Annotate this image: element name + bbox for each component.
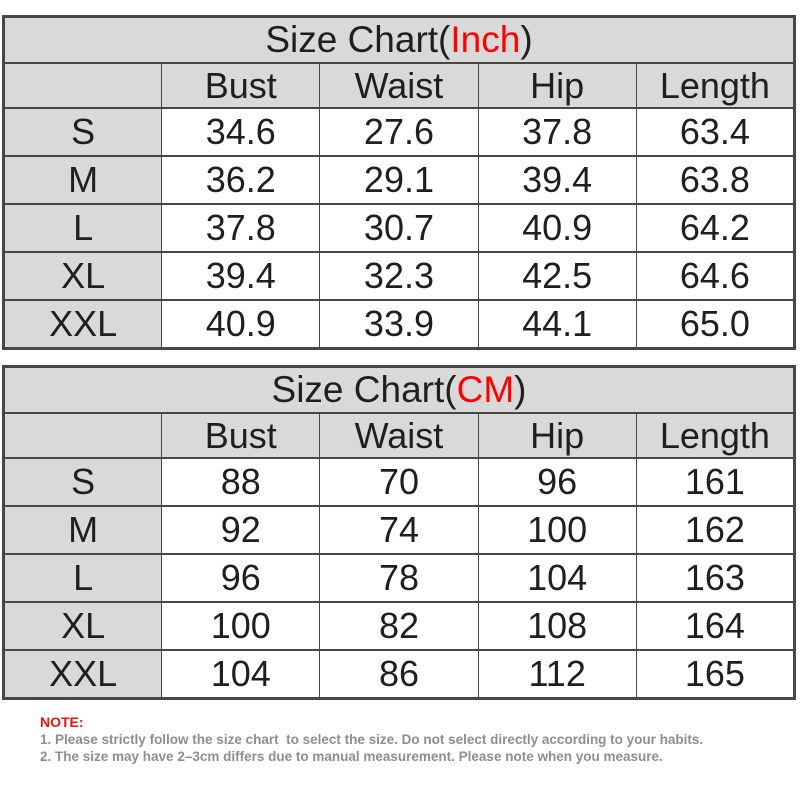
note-line-1: 1. Please strictly follow the size chart to select the size. Do not select directly according to your habits. [40,732,704,747]
size-value-cell: 39.4 [478,156,636,204]
column-header-bust: Bust [162,413,320,458]
size-row-label: XL [4,252,162,300]
unit-inch: Inch [450,19,521,60]
size-row-label: S [4,108,162,156]
size-value-cell: 108 [478,602,636,650]
size-row-label: XXL [4,650,162,699]
size-row-label: L [4,554,162,602]
size-row-label: M [4,156,162,204]
size-value-cell: 42.5 [478,252,636,300]
table-row [4,108,795,156]
table-row [4,300,795,349]
column-header-waist: Waist [320,63,478,108]
size-value-cell: 165 [636,650,794,699]
column-header-hip: Hip [478,63,636,108]
column-header-row [4,413,795,458]
table-row [4,554,795,602]
size-value-cell: 82 [320,602,478,650]
size-value-cell: 63.8 [636,156,794,204]
size-value-cell: 112 [478,650,636,699]
size-row-label: L [4,204,162,252]
size-value-cell: 32.3 [320,252,478,300]
size-value-cell: 86 [320,650,478,699]
size-value-cell: 40.9 [478,204,636,252]
table-row [4,156,795,204]
size-row-label: S [4,458,162,506]
size-value-cell: 40.9 [162,300,320,349]
size-value-cell: 64.2 [636,204,794,252]
size-value-cell: 104 [162,650,320,699]
table-title-suffix: ) [514,369,527,410]
size-row-label: XL [4,602,162,650]
size-value-cell: 92 [162,506,320,554]
size-value-cell: 63.4 [636,108,794,156]
note-heading: NOTE: [40,714,84,730]
table-title-row [4,17,795,64]
table-title [4,367,795,414]
size-value-cell: 88 [162,458,320,506]
size-value-cell: 100 [162,602,320,650]
size-value-cell: 37.8 [478,108,636,156]
table-title [4,17,795,64]
column-header-hip: Hip [478,413,636,458]
table-row [4,204,795,252]
size-value-cell: 37.8 [162,204,320,252]
size-value-cell: 70 [320,458,478,506]
size-value-cell: 34.6 [162,108,320,156]
note-line-2: 2. The size may have 2–3cm differs due to manual measurement. Please note when you measure. [40,749,663,764]
column-header-length: Length [636,413,794,458]
size-value-cell: 100 [478,506,636,554]
size-value-cell: 64.6 [636,252,794,300]
size-value-cell: 29.1 [320,156,478,204]
table-row [4,458,795,506]
size-value-cell: 78 [320,554,478,602]
column-header-row [4,63,795,108]
table-title-suffix: ) [520,19,533,60]
size-chart-inch-table [2,15,796,350]
column-header-waist: Waist [320,413,478,458]
size-value-cell: 33.9 [320,300,478,349]
column-header-length: Length [636,63,794,108]
size-value-cell: 65.0 [636,300,794,349]
size-value-cell: 30.7 [320,204,478,252]
size-value-cell: 164 [636,602,794,650]
corner-cell [4,413,162,458]
table-row [4,252,795,300]
size-value-cell: 44.1 [478,300,636,349]
unit-cm: CM [456,369,515,410]
size-value-cell: 161 [636,458,794,506]
table-row [4,650,795,699]
corner-cell [4,63,162,108]
size-value-cell: 163 [636,554,794,602]
size-row-label: XXL [4,300,162,349]
size-row-label: M [4,506,162,554]
size-value-cell: 27.6 [320,108,478,156]
size-value-cell: 74 [320,506,478,554]
size-value-cell: 162 [636,506,794,554]
table-title-row [4,367,795,414]
table-row [4,602,795,650]
size-value-cell: 36.2 [162,156,320,204]
note-section [40,714,800,765]
column-header-bust: Bust [162,63,320,108]
size-value-cell: 104 [478,554,636,602]
size-value-cell: 96 [162,554,320,602]
table-title-prefix: Size Chart( [265,19,451,60]
size-value-cell: 39.4 [162,252,320,300]
table-row [4,506,795,554]
size-value-cell: 96 [478,458,636,506]
size-chart-cm-table [2,365,796,700]
table-title-prefix: Size Chart( [271,369,457,410]
